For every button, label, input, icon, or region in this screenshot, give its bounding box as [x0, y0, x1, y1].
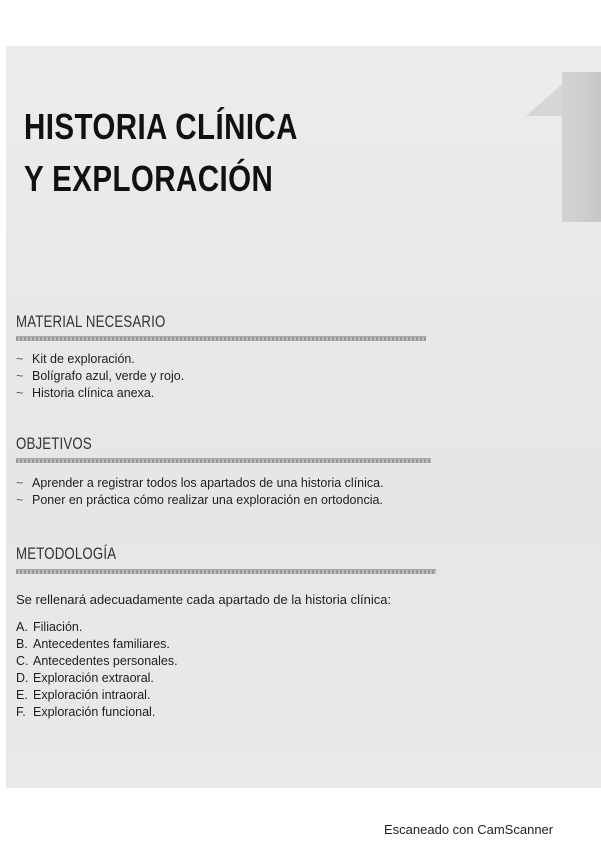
list-item: ~ Historia clínica anexa.	[16, 386, 155, 400]
chapter-number-shape	[562, 72, 601, 222]
list-item: ~ Poner en práctica cómo realizar una exploración en ortodoncia.	[16, 493, 383, 507]
scanned-page	[6, 46, 601, 788]
list-item: F. Exploración funcional.	[16, 705, 156, 719]
metodologia-heading: METODOLOGÍA	[16, 544, 117, 563]
list-item: ~ Bolígrafo azul, verde y rojo.	[16, 369, 185, 383]
metodologia-list	[16, 619, 178, 721]
list-item: ~ Aprender a registrar todos los apartados de una historia clínica.	[16, 476, 384, 490]
material-rule	[16, 336, 426, 341]
objetivos-heading: OBJETIVOS	[16, 434, 92, 453]
metodologia-intro: Se rellenará adecuadamente cada apartado de la historia clínica:	[16, 592, 392, 607]
material-list	[16, 351, 184, 402]
list-item: D. Exploración extraoral.	[16, 671, 154, 685]
objetivos-rule	[16, 458, 431, 463]
list-item: A. Filiación.	[16, 620, 83, 634]
list-item: C. Antecedentes personales.	[16, 654, 178, 668]
material-heading: MATERIAL NECESARIO	[16, 312, 166, 331]
title-line-1: HISTORIA CLÍNICA	[24, 106, 298, 147]
list-item: ~ Kit de exploración.	[16, 352, 135, 366]
objetivos-list	[16, 475, 384, 509]
scanner-watermark: Escaneado con CamScanner	[384, 822, 554, 837]
metodologia-rule	[16, 569, 436, 574]
title-line-2: Y EXPLORACIÓN	[24, 158, 274, 199]
page-title	[24, 101, 298, 205]
list-item: E. Exploración intraoral.	[16, 688, 151, 702]
list-item: B. Antecedentes familiares.	[16, 637, 170, 651]
